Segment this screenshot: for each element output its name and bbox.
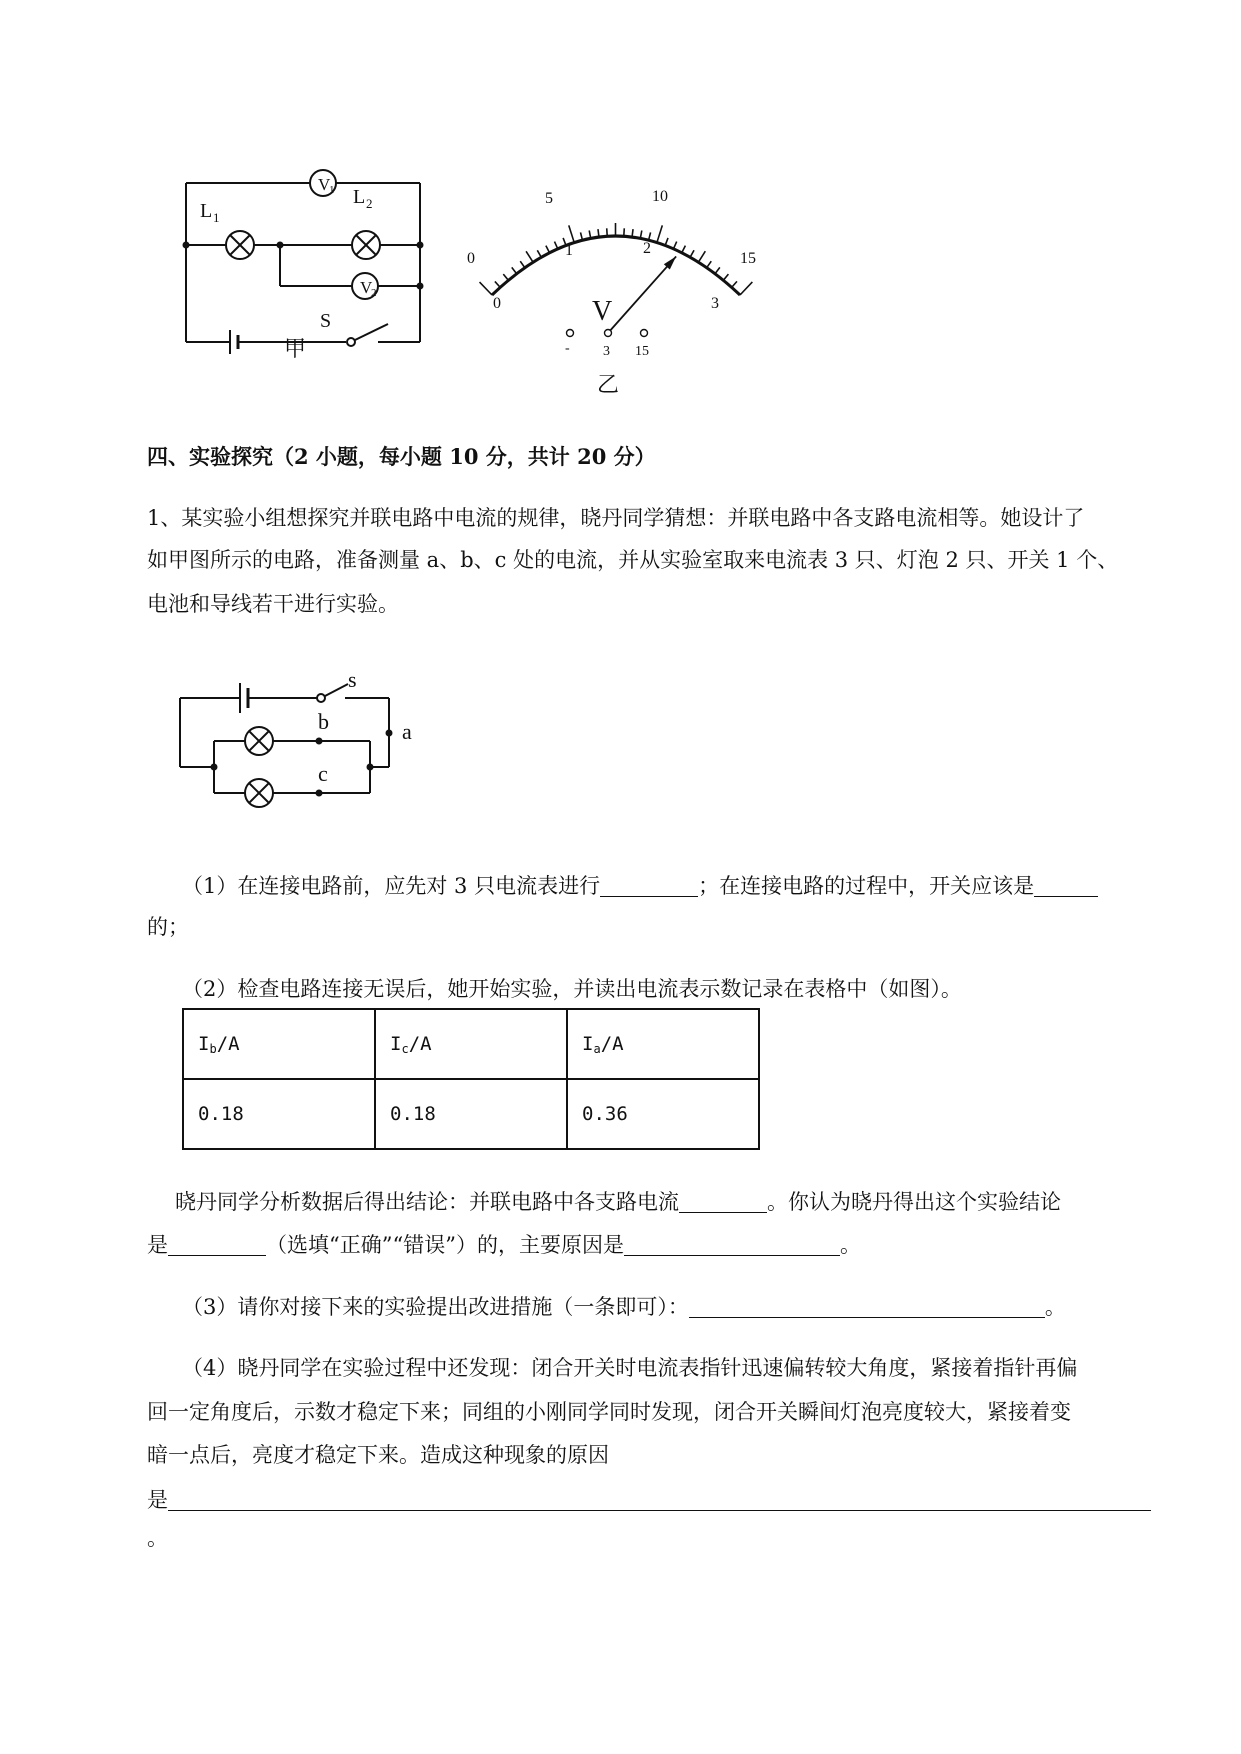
answer-blank-3[interactable] bbox=[689, 1295, 1045, 1318]
subquestion-1 bbox=[182, 874, 1098, 897]
dial-tick bbox=[607, 228, 608, 236]
subquestion-2: （2）检查电路连接无误后，她开始实验，并读出电流表示数记录在表格中（如图）。 bbox=[182, 977, 962, 1001]
dial-tick bbox=[690, 250, 694, 257]
point-b-label: b bbox=[318, 709, 329, 734]
v2-subscript: 2 bbox=[371, 287, 377, 299]
switch-s-label: S bbox=[320, 310, 332, 332]
dial-tick bbox=[723, 274, 728, 280]
question-intro-line-2: 如甲图所示的电路，准备测量 a、b、c 处的电流，并从实验室取来电流表 3 只、灯泡 2 只、开关 1 个、 bbox=[147, 548, 1119, 572]
dial-tick bbox=[495, 281, 500, 287]
outer-scale-10: 10 bbox=[652, 188, 668, 205]
terminal-neg-icon bbox=[567, 330, 574, 337]
dial-tick bbox=[673, 242, 676, 249]
subquestion-4-end: 。 bbox=[147, 1526, 168, 1550]
figure-caption-yi: 乙 bbox=[597, 372, 620, 397]
dial-tick bbox=[632, 229, 633, 237]
circuit-diagram-jia bbox=[170, 160, 440, 370]
dial-tick bbox=[698, 251, 705, 262]
dial-tick bbox=[732, 281, 737, 287]
current-data-table bbox=[182, 1008, 760, 1150]
terminal-3-icon bbox=[605, 330, 612, 337]
v1-label: V bbox=[318, 175, 331, 194]
table-row bbox=[183, 1079, 759, 1149]
answer-blank-2c[interactable] bbox=[624, 1233, 840, 1256]
header-ib: $I_b/A$ bbox=[183, 1009, 375, 1079]
dial-tick bbox=[554, 242, 557, 249]
subquestion-3: （3）请你对接下来的实验提出改进措施（一条即可）： 。 bbox=[182, 1295, 1066, 1319]
voltmeter-dial-yi bbox=[445, 180, 785, 400]
subquestion-4-answer: 是 bbox=[147, 1488, 1151, 1511]
terminal-15-label: 15 bbox=[635, 344, 649, 359]
switch-s-label: s bbox=[348, 667, 357, 692]
needle bbox=[608, 256, 676, 333]
l2-label: L bbox=[353, 186, 366, 208]
dial-tick bbox=[480, 282, 492, 295]
question-intro-line-1: 1、某实验小组想探究并联电路中电流的规律，晓丹同学猜想：并联电路中各支路电流相等。她设计了 bbox=[147, 506, 1085, 530]
dial-tick bbox=[740, 282, 752, 295]
outer-scale-0: 0 bbox=[467, 250, 475, 267]
point-c-label: c bbox=[318, 761, 328, 786]
subquestion-1-text-b: ；在连接电路的过程中，开关应该是 bbox=[698, 874, 1035, 898]
subquestion-4-line-1: （4）晓丹同学在实验过程中还发现：闭合开关时电流表指针迅速偏转较大角度，紧接着指针再偏 bbox=[182, 1356, 1078, 1380]
terminal-3-label: 3 bbox=[603, 344, 610, 359]
answer-blank-1b[interactable] bbox=[1034, 874, 1098, 897]
v2-label: V bbox=[360, 278, 373, 297]
dial-tick bbox=[657, 225, 662, 242]
answer-blank-2a[interactable] bbox=[679, 1190, 767, 1213]
dial-tick bbox=[526, 251, 533, 262]
table-header-row bbox=[183, 1009, 759, 1079]
l1-label: L bbox=[200, 200, 213, 222]
answer-blank-4[interactable] bbox=[168, 1488, 1151, 1511]
dial-tick bbox=[682, 246, 686, 253]
question-intro-line-3: 电池和导线若干进行实验。 bbox=[147, 592, 399, 616]
subquestion-4-line-2: 回一定角度后，示数才稳定下来；同组的小刚同学同时发现，闭合开关瞬间灯泡亮度较大，紧接着变 bbox=[147, 1400, 1071, 1424]
dial-tick bbox=[520, 261, 525, 268]
dial-tick bbox=[707, 261, 712, 268]
value-ia: 0.36 bbox=[567, 1079, 759, 1149]
outer-scale-15: 15 bbox=[740, 250, 756, 267]
conclusion-line-1: 晓丹同学分析数据后得出结论：并联电路中各支路电流 。你认为晓丹得出这个实验结论 bbox=[175, 1190, 1061, 1214]
dial-tick bbox=[624, 228, 625, 236]
dial-tick bbox=[715, 267, 720, 273]
inner-scale-3: 3 bbox=[711, 295, 719, 312]
outer-scale-5: 5 bbox=[545, 190, 553, 207]
subquestion-1-text-a: （1）在连接电路前，应先对 3 只电流表进行 bbox=[182, 874, 601, 898]
switch-s-icon bbox=[317, 694, 325, 702]
l2-subscript: 2 bbox=[366, 196, 373, 211]
terminal-15-icon bbox=[641, 330, 648, 337]
inner-scale-0: 0 bbox=[493, 295, 501, 312]
dial-tick bbox=[569, 225, 574, 242]
subquestion-1-line-2: 的； bbox=[147, 915, 189, 939]
unit-v-label: V bbox=[592, 296, 613, 327]
header-ic: $I_c/A$ bbox=[375, 1009, 567, 1079]
value-ic: 0.18 bbox=[375, 1079, 567, 1149]
dial-tick bbox=[665, 238, 668, 245]
terminal-neg-label: - bbox=[565, 341, 570, 356]
inner-scale-1: 1 bbox=[565, 242, 573, 259]
v1-subscript: 1 bbox=[329, 184, 335, 196]
dial-tick bbox=[546, 246, 550, 253]
dial-tick bbox=[537, 250, 541, 257]
inner-scale-2: 2 bbox=[643, 240, 651, 257]
figure-caption-jia: 甲 bbox=[284, 336, 307, 361]
conclusion-line-2: 是 （选填“正确”“错误”）的，主要原因是 。 bbox=[147, 1233, 861, 1257]
header-ia: $I_a/A$ bbox=[567, 1009, 759, 1079]
dial-tick bbox=[503, 274, 508, 280]
switch-s-icon bbox=[347, 338, 355, 346]
dial-tick bbox=[512, 267, 517, 273]
section-title: 四、实验探究（2 小题，每小题 10 分，共计 20 分） bbox=[147, 444, 656, 469]
answer-blank-1a[interactable] bbox=[600, 874, 698, 897]
circuit-diagram-abc bbox=[170, 665, 440, 825]
value-ib: 0.18 bbox=[183, 1079, 375, 1149]
l1-subscript: 1 bbox=[213, 210, 220, 225]
point-a-label: a bbox=[402, 719, 412, 744]
answer-blank-2b[interactable] bbox=[168, 1233, 266, 1256]
subquestion-4-line-3: 暗一点后，亮度才稳定下来。造成这种现象的原因 bbox=[147, 1443, 609, 1467]
dial-tick bbox=[598, 229, 599, 237]
